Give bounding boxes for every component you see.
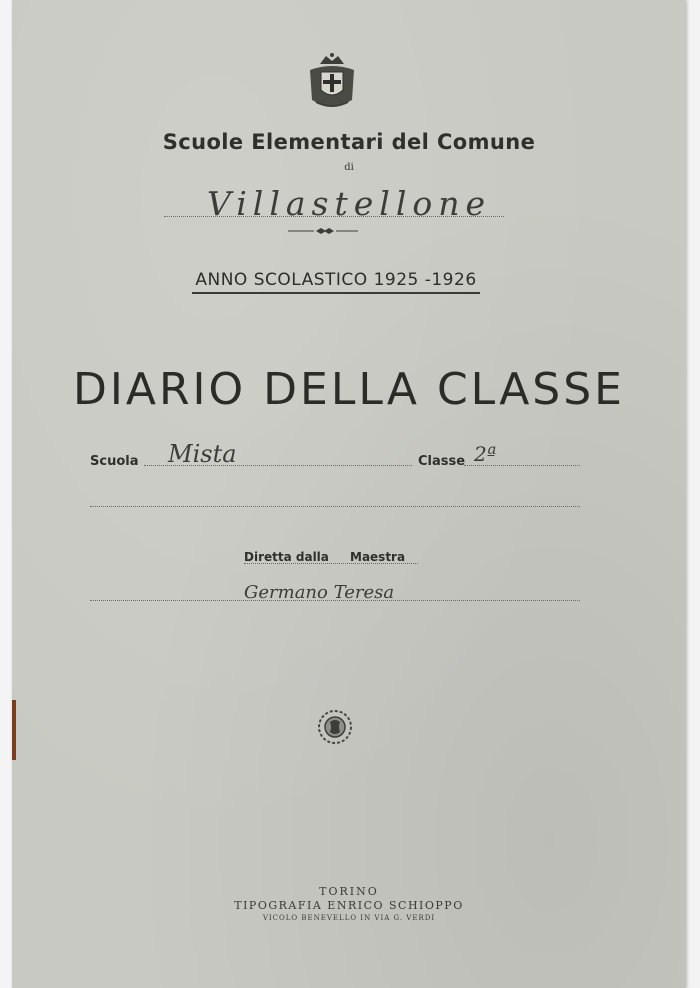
classe-label: Classe — [418, 454, 466, 469]
coat-of-arms-icon — [306, 52, 358, 114]
ornament-divider-icon — [288, 227, 358, 235]
teacher-name: Germano Teresa — [244, 582, 395, 603]
maestra-label: Maestra — [350, 550, 406, 564]
classe-line — [464, 465, 580, 466]
scuola-line — [144, 465, 412, 466]
maestra-line — [244, 563, 418, 564]
staple — [12, 700, 16, 760]
school-year: ANNO SCOLASTICO 1925 -1926 — [195, 270, 477, 290]
diretta-label: Diretta dalla — [244, 550, 329, 564]
booklet-cover — [12, 0, 686, 988]
school-year-underline — [192, 292, 480, 294]
right-background — [686, 0, 700, 988]
printer-emblem-icon — [316, 708, 354, 746]
left-background — [0, 0, 12, 988]
teacher-line — [90, 600, 580, 601]
town-handwritten: Villastellone — [206, 184, 492, 223]
scuola-label: Scuola — [90, 454, 139, 469]
page-title: DIARIO DELLA CLASSE — [73, 364, 625, 415]
issuer-heading: Scuole Elementari del Comune — [162, 130, 536, 154]
imprint-printer: TIPOGRAFIA ENRICO SCHIOPPO — [234, 899, 464, 912]
imprint-city: TORINO — [319, 885, 379, 898]
scuola-value: Mista — [168, 440, 237, 468]
classe-value: 2ª — [474, 442, 497, 466]
blank-line — [90, 506, 580, 507]
imprint-address: VICOLO BENEVELLO IN VIA G. VERDI — [262, 914, 436, 922]
di-label: di — [344, 162, 354, 173]
town-underline — [164, 216, 504, 217]
